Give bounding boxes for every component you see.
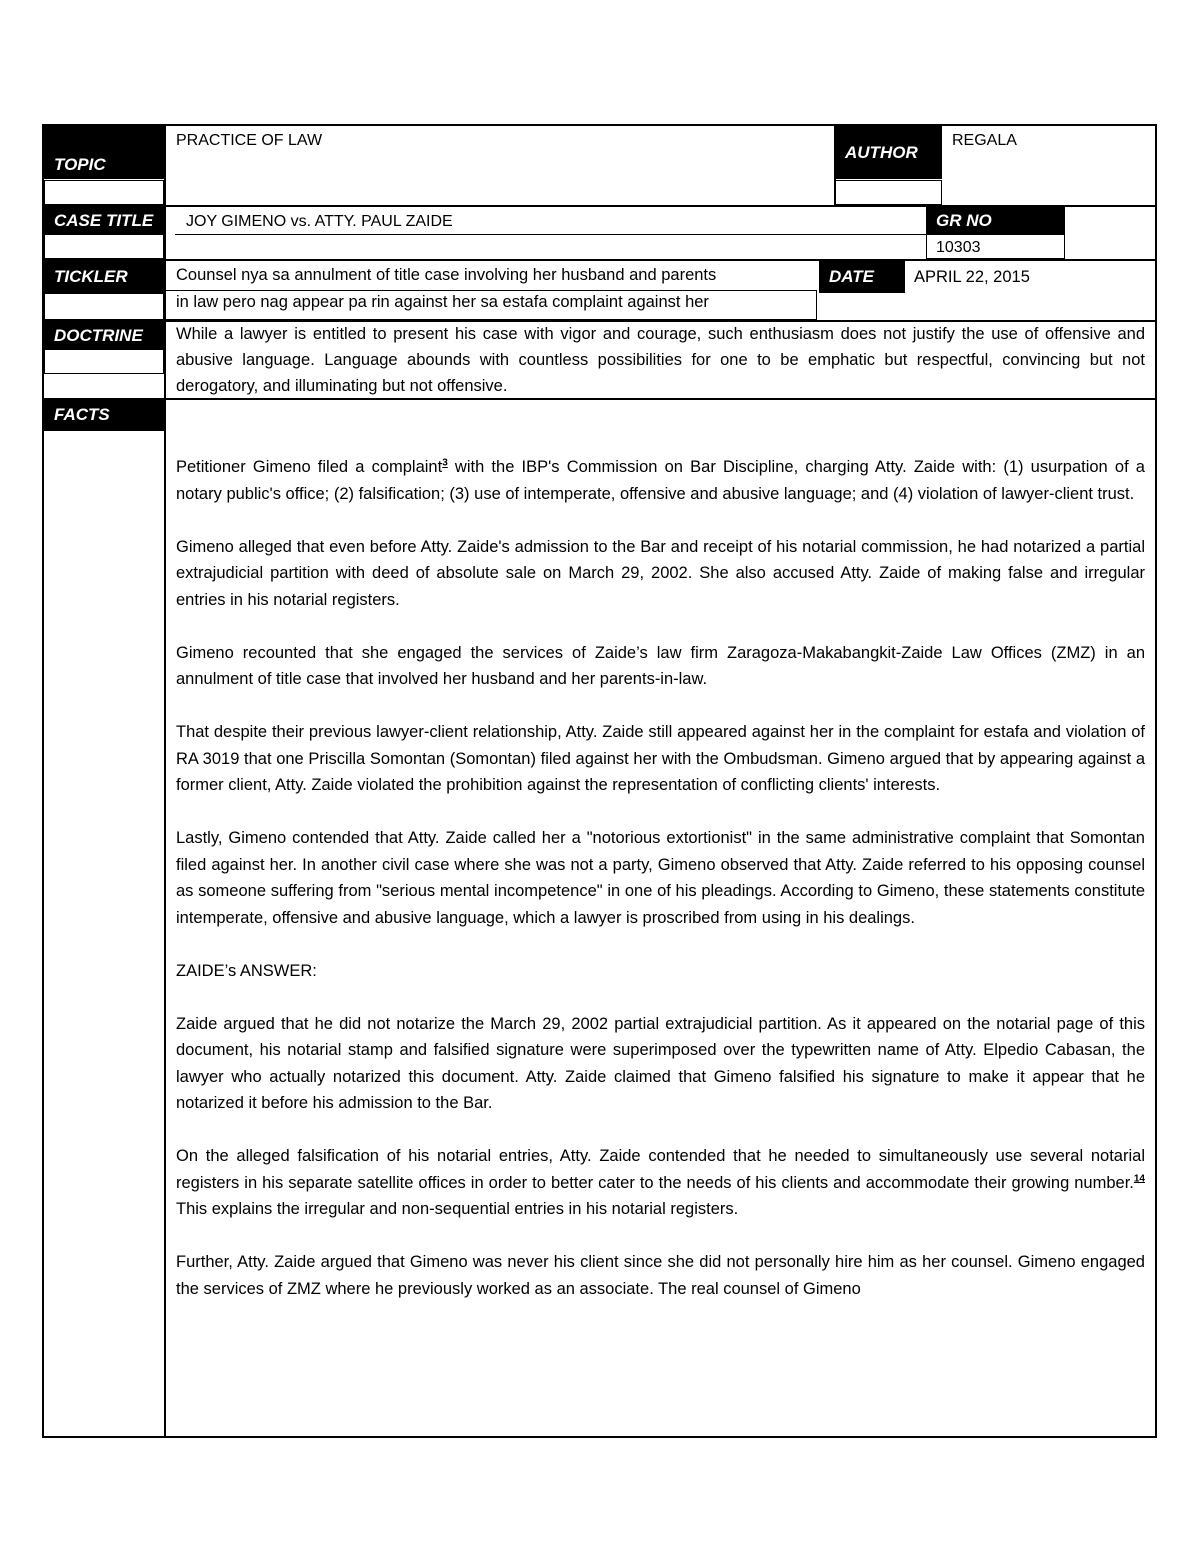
footnote-ref-3[interactable]: 3 — [442, 457, 448, 469]
doctrine-label: DOCTRINE — [44, 322, 164, 349]
facts-paragraph-2: Gimeno alleged that even before Atty. Zaide's admission to the Bar and receipt of his notarial commission, he had notarized a partial extrajudicial partition with deed of absolute sale on March 29, 2002. She also accused Atty. Zaide of making false and irregular entries in his notarial registers. — [176, 537, 1145, 609]
author-value: REGALA — [952, 132, 1017, 149]
facts-paragraph-9: Further, Atty. Zaide argued that Gimeno was never his client since she did not personally hire him as her counsel. Gimeno engaged the services of ZMZ where he previously worked as an associate. The real counsel of Gimeno — [176, 1253, 1145, 1298]
case-title-label-placeholder — [44, 234, 164, 259]
facts-paragraph-3: Gimeno recounted that she engaged the services of Zaide’s law firm Zaragoza-Makabangkit-Zaide Law Offices (ZMZ) in an annulment of title case that involved her husband and her parents-in-law. — [176, 643, 1145, 688]
facts-paragraph-7: Zaide argued that he did not notarize the March 29, 2002 partial extrajudicial partition. As it appeared on the notarial page of this document, his notarial stamp and falsified signature were superimposed over the typewritten name of Atty. Elpedio Cabasan, the lawyer who actually notarized this document. Atty. Zaide claimed that Gimeno falsified his signature to make it appear that he notarized it before his admission to the Bar. — [176, 1014, 1145, 1112]
doctrine-text: While a lawyer is entitled to present his case with vigor and courage, such enthusiasm does not justify the use of offensive and abusive language. Language abounds with countless possibilities for one to be emphatic but respectful, convincing but not derogatory, and illuminating but not offensive. — [176, 325, 1145, 395]
date-right-divider — [903, 259, 905, 293]
facts-label: FACTS — [44, 400, 164, 431]
facts-p8-text-cont: This explains the irregular and non-sequential entries in his notarial registers. — [176, 1200, 739, 1218]
facts-paragraph-8 — [176, 1143, 1145, 1223]
facts-p1-text-cont: with the IBP's Commission on Bar Discipline, charging Atty. Zaide with: (1) usurpation of a notary public's office; (2) falsification; (3) use of intemperate, offensive and abusive language; and (4) violation of lawyer-client trust. — [176, 458, 1145, 503]
topic-label-placeholder — [44, 180, 164, 205]
case-title-value: JOY GIMENO vs. ATTY. PAUL ZAIDE — [186, 213, 453, 230]
facts-body — [176, 454, 1145, 1302]
facts-paragraph-1 — [176, 454, 1145, 507]
date-label: DATE — [819, 261, 904, 293]
tickler-line-1: Counsel nya sa annulment of title case involving her husband and parents — [176, 266, 717, 284]
author-label: AUTHOR — [835, 126, 942, 179]
tickler-line-2: in law pero nag appear pa rin against her sa estafa complaint against her — [176, 293, 709, 311]
tickler-label-placeholder — [44, 293, 164, 320]
topic-value: PRACTICE OF LAW — [176, 132, 323, 149]
facts-paragraph-4: That despite their previous lawyer-client relationship, Atty. Zaide still appeared against her in the complaint for estafa and violation of RA 3019 that one Priscilla Somontan (Somontan) filed against her with the Ombudsman. Gimeno argued that by appearing against a former client, Atty. Zaide violated the prohibition against the representation of conflicting clients' interests. — [176, 723, 1145, 794]
topic-label: TOPIC — [44, 126, 164, 179]
case-title-label: CASE TITLE — [44, 207, 164, 234]
gr-no-label: GR NO — [926, 207, 1065, 234]
facts-p1-text: Petitioner Gimeno filed a complaint — [176, 458, 443, 476]
answer-heading: ZAIDE’s ANSWER: — [176, 961, 317, 980]
case-title-value-underline-box — [175, 234, 927, 259]
gr-no-value: 10303 — [936, 239, 981, 256]
facts-paragraph-5: Lastly, Gimeno contended that Atty. Zaide called her a "notorious extortionist" in the same administrative complaint that Somontan filed against her. In another civil case where she was not a party, Gimeno observed that Atty. Zaide referred to his opposing counsel as someone suffering from "serious mental incompetence" in one of his pleadings. According to Gimeno, these statements constitute intemperate, offensive and abusive language, which a lawyer is proscribed from using in his dealings. — [176, 829, 1145, 927]
facts-p8-text: On the alleged falsification of his notarial entries, Atty. Zaide contended that he needed to simultaneously use several notarial registers in his separate satellite offices in order to better cater to the needs of his clients and accommodate their growing number. — [176, 1147, 1145, 1192]
footnote-ref-14[interactable]: 14 — [1133, 1173, 1145, 1184]
tickler-label: TICKLER — [44, 261, 164, 293]
row-divider-case-title — [42, 259, 1157, 261]
date-value: APRIL 22, 2015 — [914, 268, 1030, 286]
doctrine-label-placeholder — [44, 349, 164, 374]
author-label-placeholder — [835, 180, 942, 205]
